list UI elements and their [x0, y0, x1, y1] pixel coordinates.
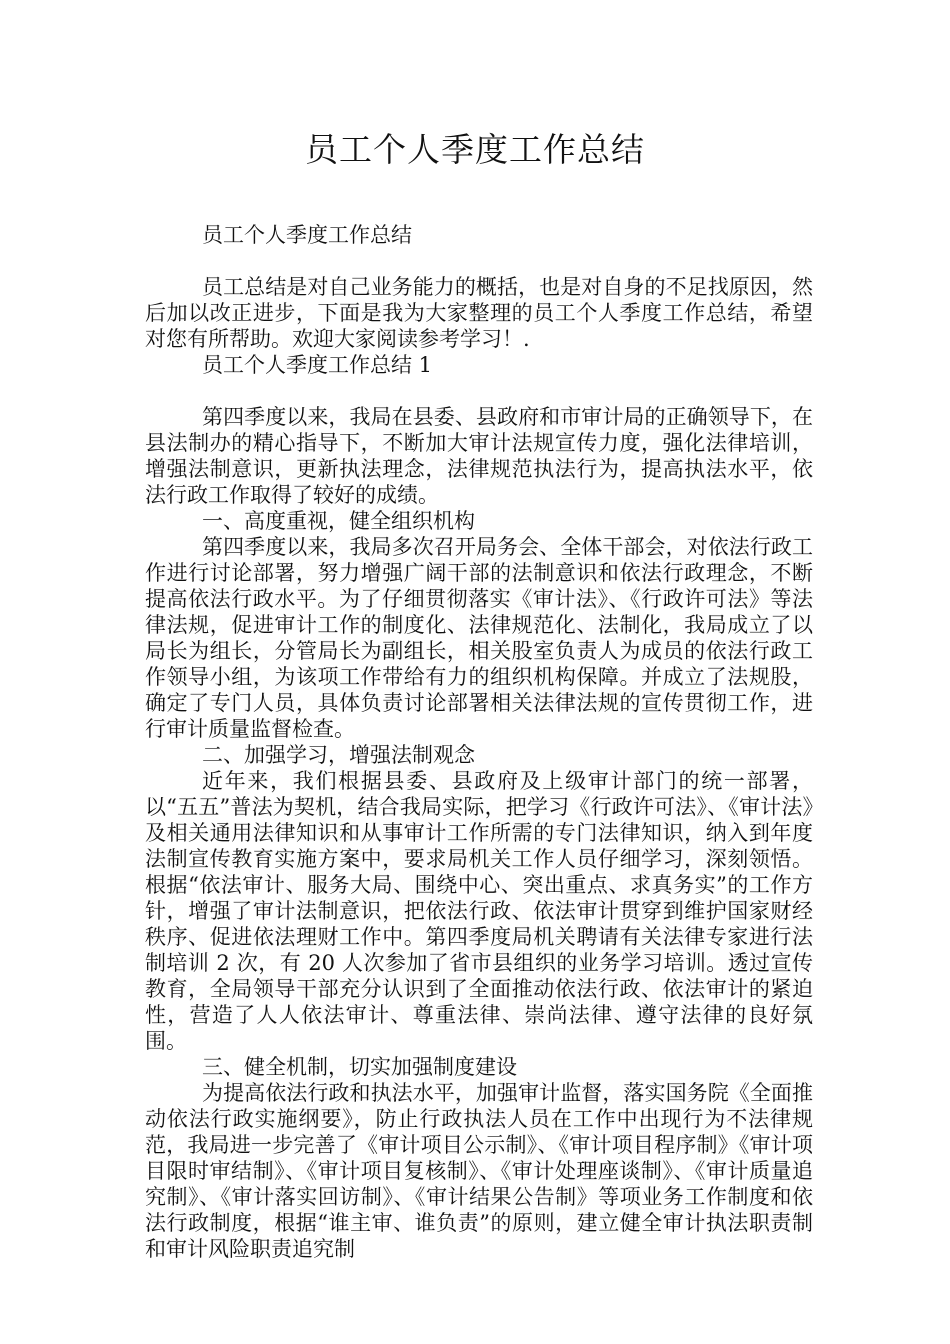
section-heading-1: 一、高度重视，健全组织机构 [202, 509, 475, 533]
body-paragraph-mechanism: 为提高依法行政和执法水平，加强审计监督，落实国务院《全面推动依法行政实施纲要》，防止行政执法人员在工作中出现行为不法律规范，我局进一步完善了《审计项目公示制》、《审计项目程序制》《审计项目限时审结制》、《审计项目复核制》、《审计处理座谈制》、《审计质量追究制》、《审计落实回访制》、《审计结果公告制》等项业务工作制度和依法行政制度，根据“谁主审、谁负责”的原则，建立健全审计执法职责制和审计风险职责追究制 [145, 1081, 813, 1261]
subtitle-paragraph: 员工个人季度工作总结 [202, 223, 412, 247]
body-paragraph-organization: 第四季度以来，我局多次召开局务会、全体干部会，对依法行政工作进行讨论部署，努力增强广阔干部的法制意识和依法行政理念，不断提高依法行政水平。为了仔细贯彻落实《审计法》、《行政许可法》等法律法规，促进审计工作的制度化、法律规范化、法制化，我局成立了以局长为组长，分管局长为副组长，相关股室负责人为成员的依法行政工作领导小组，为该项工作带给有力的组织机构保障。并成立了法规股，确定了专门人员，具体负责讨论部署相关法律法规的宣传贯彻工作，进行审计质量监督检查。 [145, 535, 813, 741]
section-heading-2: 二、加强学习，增强法制观念 [202, 743, 475, 767]
body-paragraph-study: 近年来，我们根据县委、县政府及上级审计部门的统一部署，以“五五”普法为契机，结合我局实际，把学习《行政许可法》、《审计法》及相关通用法律知识和从事审计工作所需的专门法律知识，纳入到年度法制宣传教育实施方案中，要求局机关工作人员仔细学习，深刻领悟。根据“依法审计、服务大局、围绕中心、突出重点、求真务实”的工作方针，增强了审计法制意识，把依法行政、依法审计贯穿到维护国家财经秩序、促进依法理财工作中。第四季度局机关聘请有关法律专家进行法制培训 2 次，有 20 人次参加了省市县组织的业务学习培训。透过宣传教育，全局领导干部充分认识到了全面推动依法行政、依法审计的紧迫性，营造了人人依法审计、尊重法律、崇尚法律、遵守法律的良好氛围。 [145, 769, 813, 1053]
section-heading-summary-1: 员工个人季度工作总结 1 [202, 353, 433, 377]
document-body [145, 222, 813, 1262]
intro-paragraph: 员工总结是对自己业务能力的概括，也是对自身的不足找原因，然后加以改正进步，下面是我为大家整理的员工个人季度工作总结，希望对您有所帮助。欢迎大家阅读参考学习！. [145, 275, 813, 351]
document-title: 员工个人季度工作总结 [305, 130, 645, 169]
section-heading-3: 三、健全机制，切实加强制度建设 [202, 1055, 517, 1079]
body-paragraph-overview: 第四季度以来，我局在县委、县政府和市审计局的正确领导下，在县法制办的精心指导下，不断加大审计法规宣传力度，强化法律培训，增强法制意识，更新执法理念，法律规范执法行为，提高执法水平，依法行政工作取得了较好的成绩。 [145, 405, 813, 507]
